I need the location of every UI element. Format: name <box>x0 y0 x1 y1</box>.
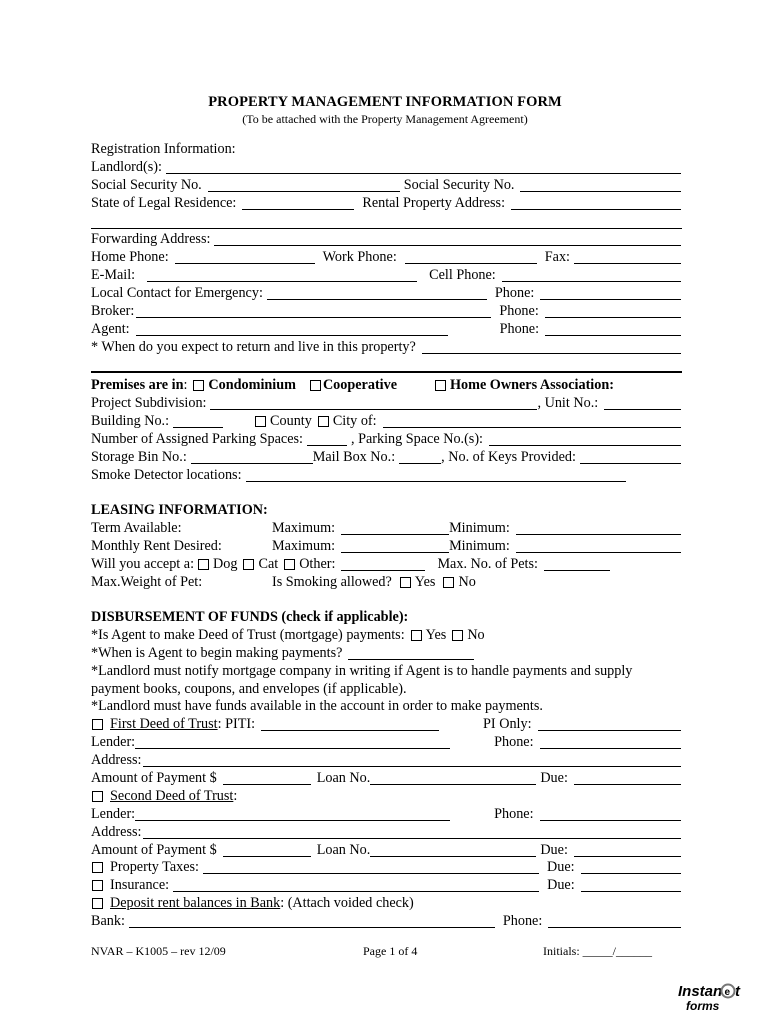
first-lender-field[interactable] <box>135 734 450 749</box>
monthly-rent-label: Monthly Rent Desired: <box>91 538 222 554</box>
other-pet-label: Other: <box>299 556 336 572</box>
storage-row <box>91 448 681 466</box>
rental-address-line-2[interactable] <box>91 228 682 229</box>
piti-label: : PITI: <box>217 716 256 732</box>
bank-row <box>91 912 681 930</box>
work-phone-field[interactable] <box>405 249 537 264</box>
property-taxes-field[interactable] <box>203 859 539 874</box>
property-taxes-due-label: Due: <box>546 859 575 875</box>
first-lender-label: Lender: <box>91 734 136 750</box>
accept-label: Will you accept a: <box>91 556 195 572</box>
rent-maximum-field[interactable] <box>341 538 449 553</box>
insurance-label: Insurance: <box>110 877 170 893</box>
second-deed-colon: : <box>233 788 238 804</box>
first-deed-row <box>91 715 681 733</box>
cat-checkbox[interactable] <box>243 559 254 570</box>
logo-word: Instan <box>678 983 723 1000</box>
property-taxes-row <box>91 858 681 876</box>
funds-note-row <box>91 697 681 715</box>
second-address-label: Address: <box>91 824 142 840</box>
email-row <box>91 266 681 284</box>
first-address-label: Address: <box>91 752 142 768</box>
parking-space-no-label: , Parking Space No.(s): <box>351 431 483 447</box>
pets-row <box>91 555 681 573</box>
max-pets-label: Max. No. of Pets: <box>437 556 538 572</box>
broker-label: Broker: <box>91 303 135 319</box>
deposit-checkbox[interactable] <box>92 898 103 909</box>
unit-no-field[interactable] <box>604 395 681 410</box>
second-loan-no-label: Loan No. <box>316 842 371 858</box>
section-divider <box>91 371 682 373</box>
smoking-label: Is Smoking allowed? <box>272 574 392 590</box>
subdivision-row <box>91 394 681 412</box>
broker-phone-field[interactable] <box>545 303 681 318</box>
home-phone-label: Home Phone: <box>91 249 169 265</box>
first-amount-row <box>91 769 681 787</box>
notify-row-1 <box>91 662 681 680</box>
storage-bin-label: Storage Bin No.: <box>91 449 187 465</box>
smoking-no-checkbox[interactable] <box>443 577 454 588</box>
term-maximum-label: Maximum: <box>272 520 336 536</box>
second-deed-label: Second Deed of Trust <box>110 788 234 804</box>
term-minimum-field[interactable] <box>516 520 681 535</box>
parking-space-no-field[interactable] <box>489 431 681 446</box>
disbursement-heading-row <box>91 608 681 626</box>
when-begin-field[interactable] <box>348 645 474 660</box>
return-question: * When do you expect to return and live in this property? <box>91 339 416 355</box>
second-loan-no-field[interactable] <box>370 842 536 857</box>
parking-spaces-label: Number of Assigned Parking Spaces: <box>91 431 303 447</box>
first-lender-phone-field[interactable] <box>540 734 681 749</box>
return-field[interactable] <box>422 339 681 354</box>
insurance-field[interactable] <box>173 877 539 892</box>
form-id: NVAR – K1005 – rev 12/09 <box>91 944 226 958</box>
attach-check-label: : (Attach voided check) <box>280 895 414 911</box>
local-contact-phone-label: Phone: <box>494 285 535 301</box>
rent-row <box>91 537 681 555</box>
county-checkbox[interactable] <box>255 416 266 427</box>
hoa-checkbox[interactable] <box>435 380 446 391</box>
email-field[interactable] <box>147 267 417 282</box>
pi-only-field[interactable] <box>538 716 681 731</box>
first-lender-row <box>91 733 681 751</box>
building-no-label: Building No.: <box>91 413 170 429</box>
leasing-heading-row <box>91 501 681 519</box>
second-deed-row <box>91 787 681 805</box>
second-amount-field[interactable] <box>223 842 311 857</box>
second-lender-phone-label: Phone: <box>494 806 534 822</box>
email-label: E-Mail: <box>91 267 136 283</box>
property-taxes-label: Property Taxes: <box>110 859 199 875</box>
smoke-detector-field[interactable] <box>246 467 626 482</box>
ssn-2-field[interactable] <box>520 177 681 192</box>
cat-label: Cat <box>258 556 279 572</box>
second-lender-row <box>91 805 681 823</box>
instanet-forms-logo <box>676 980 746 1014</box>
max-weight-label: Max.Weight of Pet: <box>91 574 203 590</box>
parking-row <box>91 430 681 448</box>
smoking-no-label: No <box>458 574 476 590</box>
mail-box-label: Mail Box No.: <box>312 449 396 465</box>
bank-field[interactable] <box>129 913 495 928</box>
second-lender-field[interactable] <box>135 806 450 821</box>
notify-row-2 <box>91 680 681 698</box>
deed-payments-no-label: No <box>467 627 485 643</box>
first-deed-label: First Deed of Trust <box>110 716 218 732</box>
first-amount-label: Amount of Payment $ <box>91 770 217 786</box>
unit-no-label: , Unit No.: <box>537 395 599 411</box>
funds-note: *Landlord must have funds available in the account in order to make payments. <box>91 698 543 714</box>
deed-payments-row <box>91 626 681 644</box>
insurance-row <box>91 876 681 894</box>
forwarding-field[interactable] <box>214 231 681 246</box>
logo-word-end: t <box>735 983 740 1000</box>
dog-label: Dog <box>213 556 238 572</box>
first-loan-no-label: Loan No. <box>316 770 371 786</box>
condominium-checkbox[interactable] <box>193 380 204 391</box>
broker-phone-label: Phone: <box>499 303 539 319</box>
rental-address-field[interactable] <box>511 195 681 210</box>
parking-spaces-field[interactable] <box>307 431 347 446</box>
deed-payments-yes-checkbox[interactable] <box>411 630 422 641</box>
page-title: PROPERTY MANAGEMENT INFORMATION FORM <box>208 94 562 110</box>
ssn-1-field[interactable] <box>208 177 400 192</box>
first-due-label: Due: <box>540 770 568 786</box>
local-contact-row <box>91 284 681 302</box>
notify-text-2: payment books, coupons, and envelopes (if applicable). <box>91 681 407 697</box>
first-amount-field[interactable] <box>223 770 311 785</box>
second-amount-row <box>91 841 681 859</box>
second-amount-label: Amount of Payment $ <box>91 842 217 858</box>
project-subdivision-field[interactable] <box>210 395 537 410</box>
rent-maximum-label: Maximum: <box>272 538 336 554</box>
instanet-forms-logo-graphic <box>676 980 746 1014</box>
first-address-field[interactable] <box>143 752 681 767</box>
pi-only-label: PI Only: <box>483 716 532 732</box>
second-lender-label: Lender: <box>91 806 136 822</box>
weight-smoking-row <box>91 573 681 591</box>
return-row <box>91 338 681 356</box>
ssn-row <box>91 176 681 194</box>
project-subdivision-label: Project Subdivision: <box>91 395 207 411</box>
deposit-label: Deposit rent balances in Bank <box>110 895 281 911</box>
smoking-yes-checkbox[interactable] <box>400 577 411 588</box>
agent-field[interactable] <box>136 321 448 336</box>
ssn-1-label: Social Security No. <box>91 177 202 193</box>
cooperative-checkbox[interactable] <box>310 380 321 391</box>
other-pet-field[interactable] <box>341 556 425 571</box>
max-pets-field[interactable] <box>544 556 610 571</box>
when-begin-row <box>91 644 681 662</box>
smoking-yes-label: Yes <box>414 574 436 590</box>
landlords-label: Landlord(s): <box>91 159 162 175</box>
premises-label: Premises are in <box>91 377 184 393</box>
property-taxes-due-field[interactable] <box>581 859 681 874</box>
page-subtitle: (To be attached with the Property Management Agreement) <box>242 112 528 126</box>
logo-subword: forms <box>686 999 720 1013</box>
second-due-label: Due: <box>540 842 568 858</box>
first-loan-no-field[interactable] <box>370 770 536 785</box>
landlords-row <box>91 158 681 176</box>
deed-payments-no-checkbox[interactable] <box>452 630 463 641</box>
other-pet-checkbox[interactable] <box>284 559 295 570</box>
storage-bin-field[interactable] <box>191 449 313 464</box>
local-contact-field[interactable] <box>267 285 487 300</box>
first-lender-phone-label: Phone: <box>494 734 534 750</box>
mail-box-field[interactable] <box>399 449 441 464</box>
rent-minimum-field[interactable] <box>516 538 681 553</box>
registration-heading: Registration Information: <box>91 141 236 157</box>
city-checkbox[interactable] <box>318 416 329 427</box>
second-address-row <box>91 823 681 841</box>
rent-minimum-label: Minimum: <box>449 538 510 554</box>
initials: Initials: _____/______ <box>543 944 652 958</box>
term-maximum-field[interactable] <box>341 520 449 535</box>
when-begin-label: *When is Agent to begin making payments? <box>91 645 343 661</box>
county-label: County <box>270 413 312 429</box>
deposit-row <box>91 894 681 912</box>
term-minimum-label: Minimum: <box>449 520 510 536</box>
second-lender-phone-field[interactable] <box>540 806 681 821</box>
deed-payments-yes-label: Yes <box>425 627 447 643</box>
page-number: Page 1 of 4 <box>363 944 418 958</box>
work-phone-label: Work Phone: <box>322 249 397 265</box>
rental-address-label: Rental Property Address: <box>362 195 506 211</box>
term-available-label: Term Available: <box>91 520 182 536</box>
first-address-row <box>91 751 681 769</box>
building-no-field[interactable] <box>173 413 223 428</box>
agent-phone-label: Phone: <box>499 321 540 337</box>
second-address-field[interactable] <box>143 824 681 839</box>
smoke-detector-row <box>91 466 681 484</box>
local-contact-label: Local Contact for Emergency: <box>91 285 263 301</box>
legal-residence-field[interactable] <box>242 195 354 210</box>
smoke-detector-label: Smoke Detector locations: <box>91 467 242 483</box>
property-taxes-checkbox[interactable] <box>92 862 103 873</box>
building-row <box>91 412 681 430</box>
dog-checkbox[interactable] <box>198 559 209 570</box>
city-of-field[interactable] <box>383 413 681 428</box>
bank-phone-label: Phone: <box>502 913 543 929</box>
first-deed-checkbox[interactable] <box>92 719 103 730</box>
landlords-field[interactable] <box>166 159 681 174</box>
cell-phone-label: Cell Phone: <box>429 267 496 283</box>
legal-residence-label: State of Legal Residence: <box>91 195 237 211</box>
local-contact-phone-field[interactable] <box>540 285 681 300</box>
notify-text-1: *Landlord must notify mortgage company in writing if Agent is to handle payments and supply <box>91 663 633 679</box>
cooperative-label: Cooperative <box>322 377 398 393</box>
phones-row <box>91 248 681 266</box>
insurance-due-field[interactable] <box>581 877 681 892</box>
piti-field[interactable] <box>261 716 439 731</box>
keys-label: , No. of Keys Provided: <box>441 449 576 465</box>
term-row <box>91 519 681 537</box>
city-of-label: City of: <box>332 413 377 429</box>
agent-row <box>91 320 681 338</box>
ssn-2-label: Social Security No. <box>403 177 515 193</box>
logo-ring-letter: e <box>724 987 731 998</box>
agent-label: Agent: <box>91 321 130 337</box>
disbursement-heading: DISBURSEMENT OF FUNDS (check if applicable): <box>91 609 409 625</box>
fax-label: Fax: <box>544 249 570 265</box>
cell-phone-field[interactable] <box>502 267 681 282</box>
second-deed-checkbox[interactable] <box>92 791 103 802</box>
legal-residence-row <box>91 194 681 212</box>
agent-phone-field[interactable] <box>545 321 681 336</box>
forwarding-row <box>91 230 681 248</box>
bank-label: Bank: <box>91 913 125 929</box>
broker-field[interactable] <box>136 303 491 318</box>
insurance-checkbox[interactable] <box>92 880 103 891</box>
fax-field[interactable] <box>574 249 681 264</box>
forwarding-label: Forwarding Address: <box>91 231 211 247</box>
broker-row <box>91 302 681 320</box>
first-due-field[interactable] <box>574 770 681 785</box>
leasing-heading: LEASING INFORMATION: <box>91 502 268 518</box>
deed-payments-label: *Is Agent to make Deed of Trust (mortgage) payments: <box>91 627 405 643</box>
registration-heading-row <box>91 140 681 158</box>
premises-row <box>91 376 681 394</box>
condominium-label: Condominium <box>208 377 296 393</box>
keys-field[interactable] <box>580 449 681 464</box>
home-phone-field[interactable] <box>175 249 315 264</box>
premises-colon: : <box>183 377 188 393</box>
bank-phone-field[interactable] <box>548 913 681 928</box>
hoa-label: Home Owners Association: <box>450 377 614 393</box>
second-due-field[interactable] <box>574 842 681 857</box>
insurance-due-label: Due: <box>547 877 575 893</box>
